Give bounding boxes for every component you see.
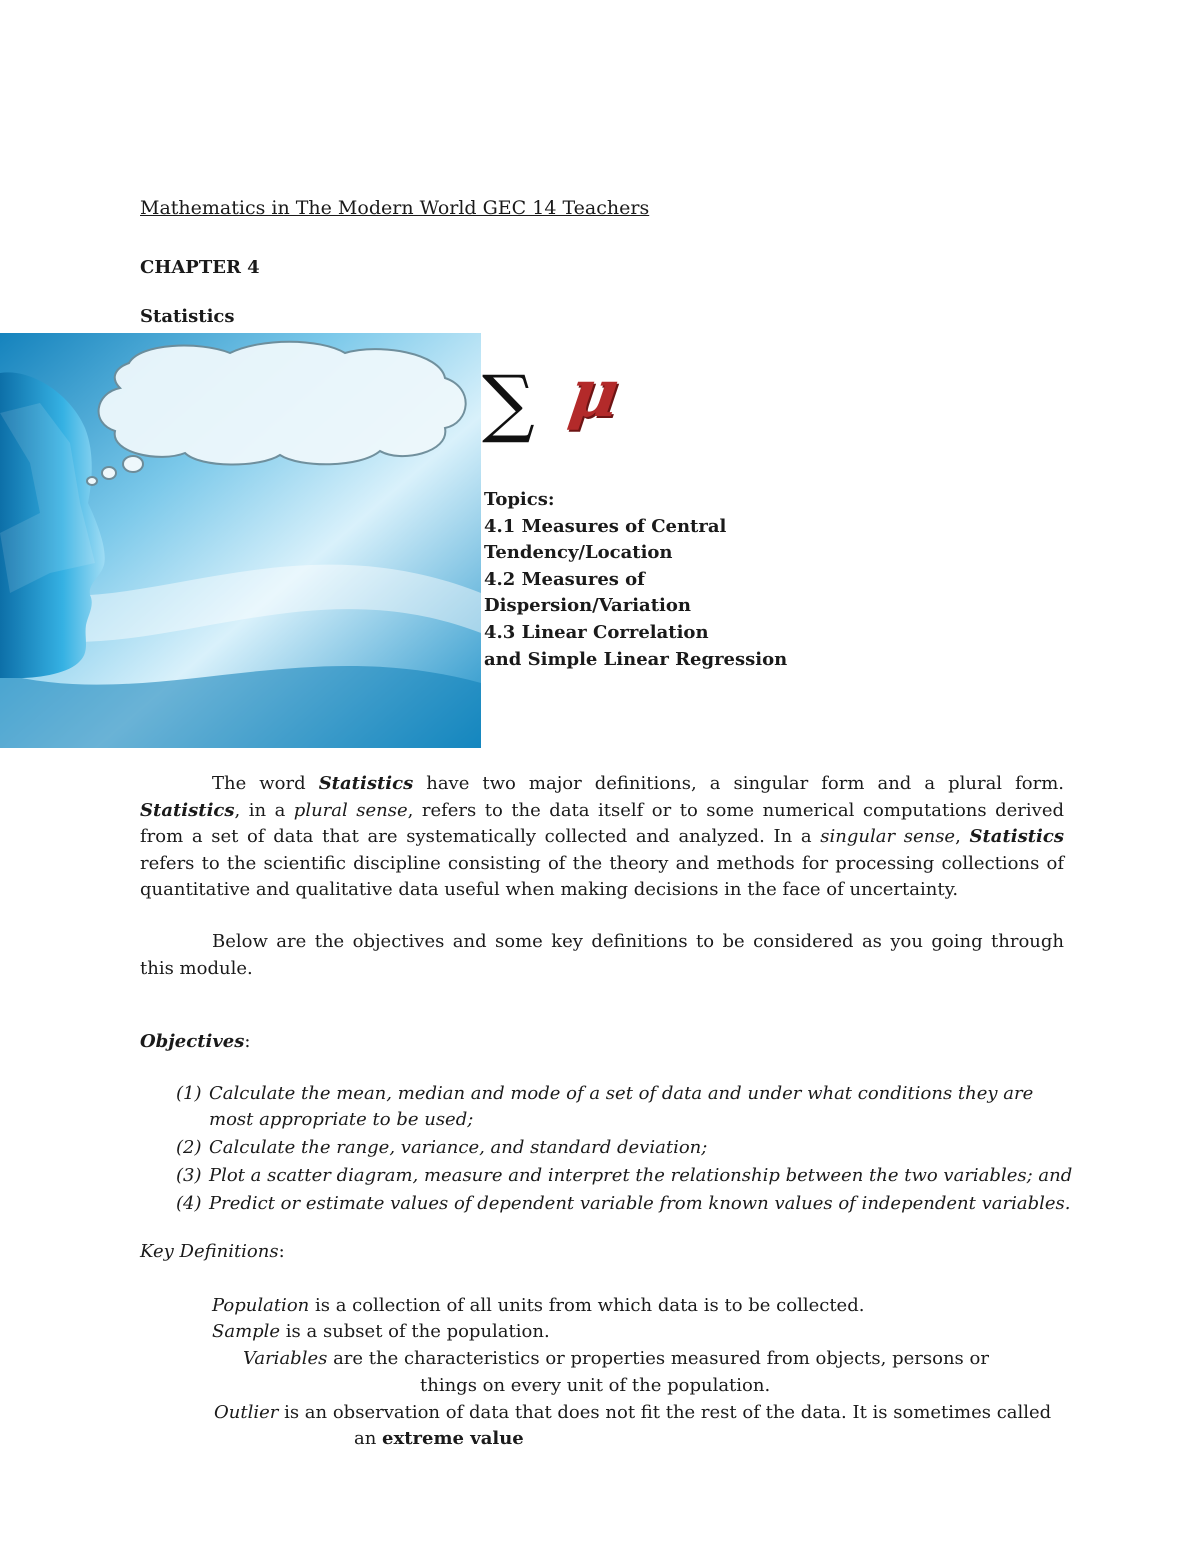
sigma-symbol: ∑ [482, 360, 535, 446]
objective-item: (4) Predict or estimate values of dependent variable from known values of independent variables. [176, 1193, 1071, 1214]
definition-variables-continued: things on every unit of the population. [420, 1375, 771, 1396]
subject-heading: Statistics [140, 306, 235, 327]
definition-sample: Sample is a subset of the population. [212, 1321, 550, 1342]
topic-line: Tendency/Location [484, 542, 673, 564]
objective-item: (2) Calculate the range, variance, and standard deviation; [176, 1137, 708, 1158]
topics-heading: Topics: [484, 489, 555, 510]
definition-outlier: Outlier is an observation of data that does not fit the rest of the data. It is sometimes called [214, 1402, 1052, 1423]
objective-item: (1) Calculate the mean, median and mode of a set of data and under what conditions they are most appropriate to be used; [176, 1083, 1034, 1130]
objectives-heading: Objectives: [140, 1031, 251, 1052]
objectives-list [176, 1081, 1076, 1219]
topic-line: and Simple Linear Regression [484, 648, 788, 670]
topic-line: Dispersion/Variation [484, 595, 691, 617]
definition-population: Population is a collection of all units from which data is to be collected. [212, 1295, 865, 1316]
topic-line: 4.3 Linear Correlation [484, 621, 709, 643]
definition-outlier-continued: an extreme value [354, 1428, 524, 1449]
mu-symbol: μ [564, 354, 624, 432]
course-title: Mathematics in The Modern World GEC 14 Teachers [140, 197, 650, 219]
topic-line: 4.1 Measures of Central [484, 515, 727, 537]
key-definitions-heading: Key Definitions: [140, 1241, 285, 1262]
topics-list [484, 487, 787, 673]
module-note-paragraph: Below are the objectives and some key definitions to be considered as you going through this module. [140, 931, 1064, 979]
thinking-head-illustration [0, 333, 481, 748]
intro-paragraph: The word Statistics have two major definitions, a singular form and a plural form. Statistics, in a plural sense, refers to the data itself or to some numerical computations derived from a set of data that are systematically collected and analyzed. In a singular sense, Statistics refers to the scientific discipline consisting of the theory and methods for processing collections of quantitative and qualitative data useful when making decisions in the face of uncertainty. [140, 773, 1065, 900]
objective-item: (3) Plot a scatter diagram, measure and interpret the relationship between the two variables; and [176, 1165, 1073, 1186]
chapter-heading: CHAPTER 4 [140, 257, 260, 278]
definition-variables: Variables are the characteristics or properties measured from objects, persons or [243, 1348, 989, 1369]
topic-line: 4.2 Measures of [484, 568, 645, 590]
